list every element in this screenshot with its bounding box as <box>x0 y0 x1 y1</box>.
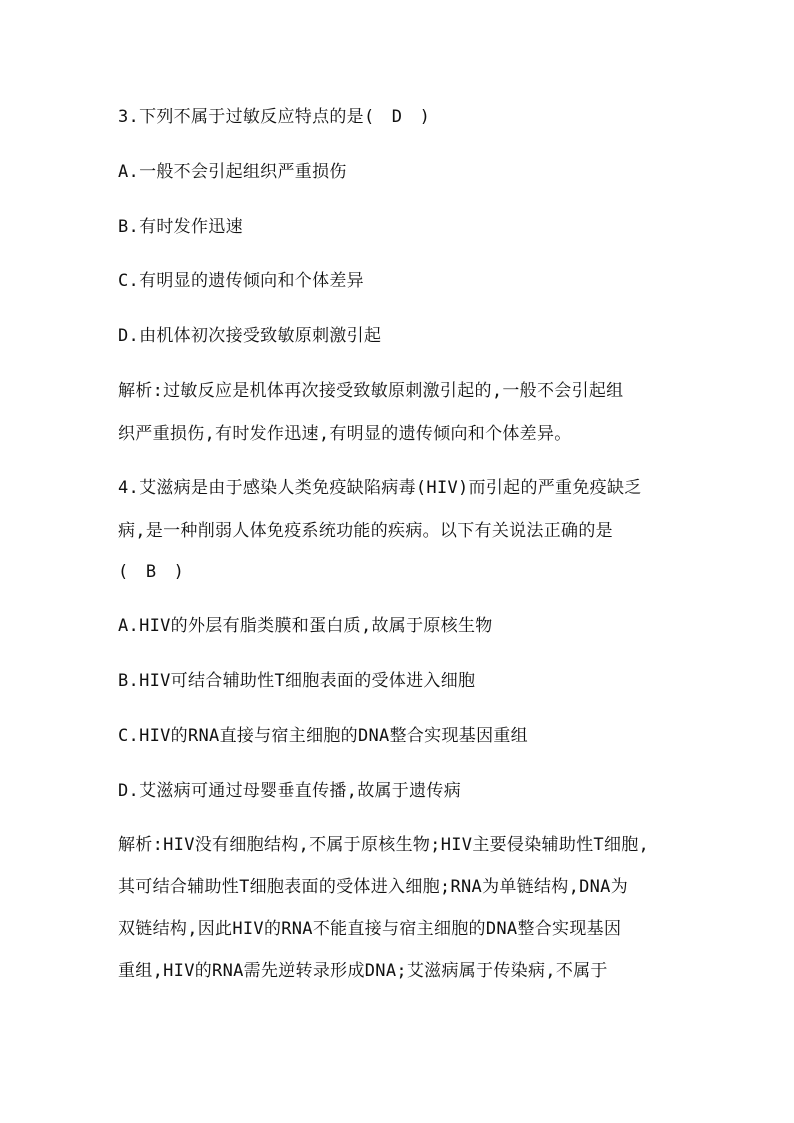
question-4-answer: ( B ) <box>118 562 185 582</box>
question-3-analysis-line-1: 解析:过敏反应是机体再次接受致敏原刺激引起的,一般不会引起组 <box>118 381 624 401</box>
question-3-option-d: D.由机体初次接受致敏原刺激引起 <box>118 326 382 346</box>
question-3-option-a: A.一般不会引起组织严重损伤 <box>118 162 347 182</box>
question-4-option-b: B.HIV可结合辅助性T细胞表面的受体进入细胞 <box>118 671 476 691</box>
question-4-analysis-line-2: 其可结合辅助性T细胞表面的受体进入细胞;RNA为单链结构,DNA为 <box>118 877 629 897</box>
question-4-option-d: D.艾滋病可通过母婴垂直传播,故属于遗传病 <box>118 781 462 801</box>
question-4-analysis-line-3: 双链结构,因此HIV的RNA不能直接与宿主细胞的DNA整合实现基因 <box>118 919 622 939</box>
question-4-stem-line-2: 病,是一种削弱人体免疫系统功能的疾病。以下有关说法正确的是 <box>118 521 613 541</box>
question-3-analysis-line-2: 织严重损伤,有时发作迅速,有明显的遗传倾向和个体差异。 <box>118 424 572 444</box>
question-4-option-a: A.HIV的外层有脂类膜和蛋白质,故属于原核生物 <box>118 616 493 636</box>
question-3-stem: 3.下列不属于过敏反应特点的是( D ) <box>118 107 431 127</box>
question-3-option-c: C.有明显的遗传倾向和个体差异 <box>118 271 364 291</box>
question-4-analysis-line-1: 解析:HIV没有细胞结构,不属于原核生物;HIV主要侵染辅助性T细胞, <box>118 835 650 855</box>
question-4-stem-line-1: 4.艾滋病是由于感染人类免疫缺陷病毒(HIV)而引起的严重免疫缺乏 <box>118 478 642 498</box>
question-3-option-b: B.有时发作迅速 <box>118 217 243 237</box>
question-4-option-c: C.HIV的RNA直接与宿主细胞的DNA整合实现基因重组 <box>118 726 528 746</box>
question-4-analysis-line-4: 重组,HIV的RNA需先逆转录形成DNA;艾滋病属于传染病,不属于 <box>118 961 608 981</box>
